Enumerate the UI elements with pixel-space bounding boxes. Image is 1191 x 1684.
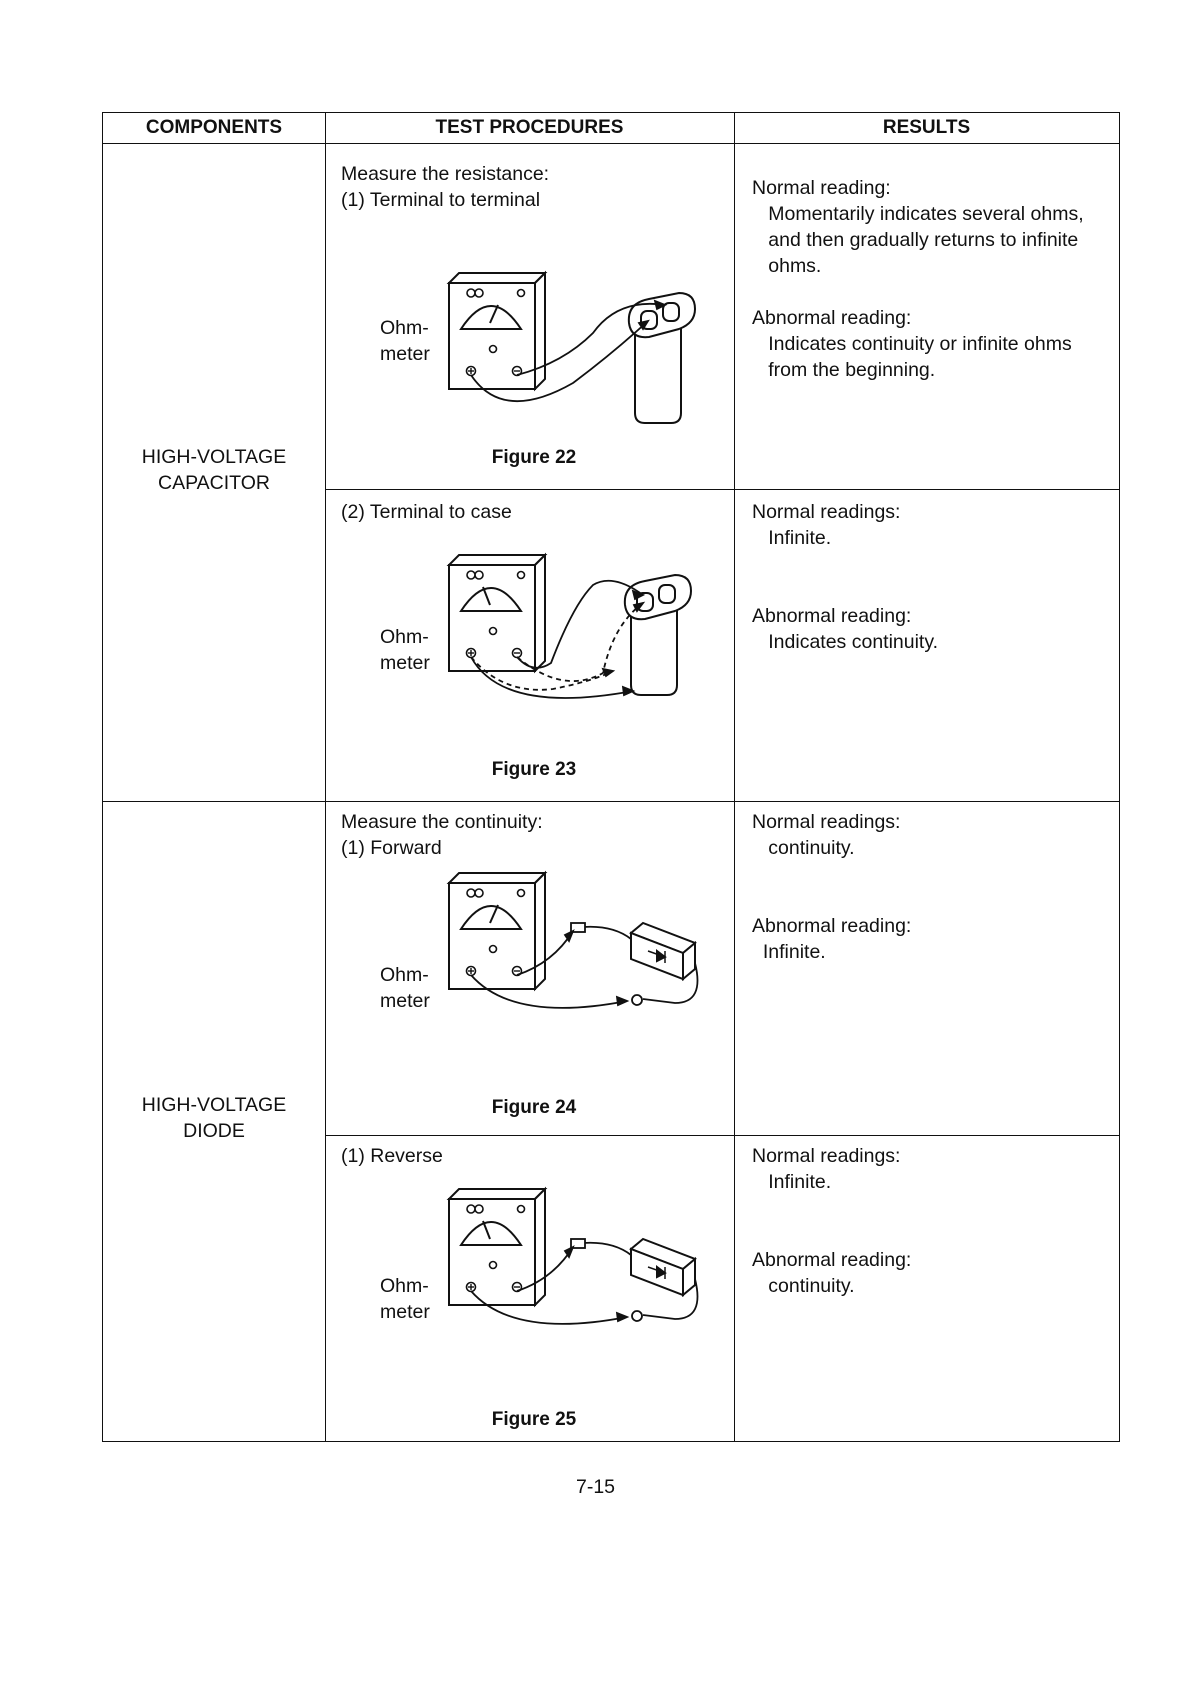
procedure-text: (2) Terminal to case (341, 501, 512, 523)
header-components: COMPONENTS (145, 117, 283, 138)
row-divider (103, 801, 1119, 802)
ohmmeter-icon (449, 555, 545, 671)
ohmmeter-icon (449, 873, 545, 989)
header-results: RESULTS (882, 117, 971, 138)
row-divider (325, 1135, 1119, 1136)
figure-caption: Figure 23 (491, 759, 577, 780)
component-label (103, 444, 325, 496)
ohmmeter-icon (449, 1189, 545, 1305)
figure-caption: Figure 25 (491, 1409, 577, 1430)
page-number: 7-15 (575, 1476, 616, 1498)
ohmmeter-label: Ohm- meter (380, 1275, 430, 1323)
header-divider (103, 143, 1119, 144)
component-label-line: HIGH-VOLTAGE (141, 446, 287, 468)
component-label-line: HIGH-VOLTAGE (141, 1094, 287, 1116)
column-divider (734, 113, 735, 1441)
figure-22-illustration (443, 263, 733, 433)
ohmmeter-label: Ohm- meter (380, 964, 430, 1012)
procedure-text: Measure the resistance: (1) Terminal to terminal (341, 163, 550, 211)
figure-23-illustration (443, 545, 733, 725)
results-text: Normal reading: Momentarily indicates several ohms, and then gradually returns to infinite ohms. Abnormal reading: Indicates continuity or infinite ohms from the beginning. (752, 177, 1084, 381)
row-divider (325, 489, 1119, 490)
diode-icon (631, 923, 695, 979)
column-divider (325, 113, 326, 1441)
results-text: Normal readings: Infinite. Abnormal reading: continuity. (752, 1145, 912, 1297)
header-test-procedures: TEST PROCEDURES (435, 117, 624, 138)
capacitor-icon (629, 293, 695, 423)
figure-25-illustration (443, 1179, 733, 1379)
figure-caption: Figure 24 (491, 1097, 577, 1118)
procedure-text: Measure the continuity: (1) Forward (341, 811, 543, 859)
results-text: Normal readings: Infinite. Abnormal reading: Indicates continuity. (752, 501, 939, 653)
figure-caption: Figure 22 (491, 447, 577, 468)
procedure-text: (1) Reverse (341, 1145, 443, 1167)
ohmmeter-label: Ohm- meter (380, 626, 430, 674)
ohmmeter-label: Ohm- meter (380, 317, 430, 365)
component-label (103, 1092, 325, 1144)
component-label-line: DIODE (183, 1120, 245, 1142)
results-text: Normal readings: continuity. Abnormal reading: Infinite. (752, 811, 912, 963)
component-label-line: CAPACITOR (158, 472, 270, 494)
figure-24-illustration (443, 863, 733, 1063)
diode-icon (631, 1239, 695, 1295)
test-procedures-table (102, 112, 1120, 1442)
